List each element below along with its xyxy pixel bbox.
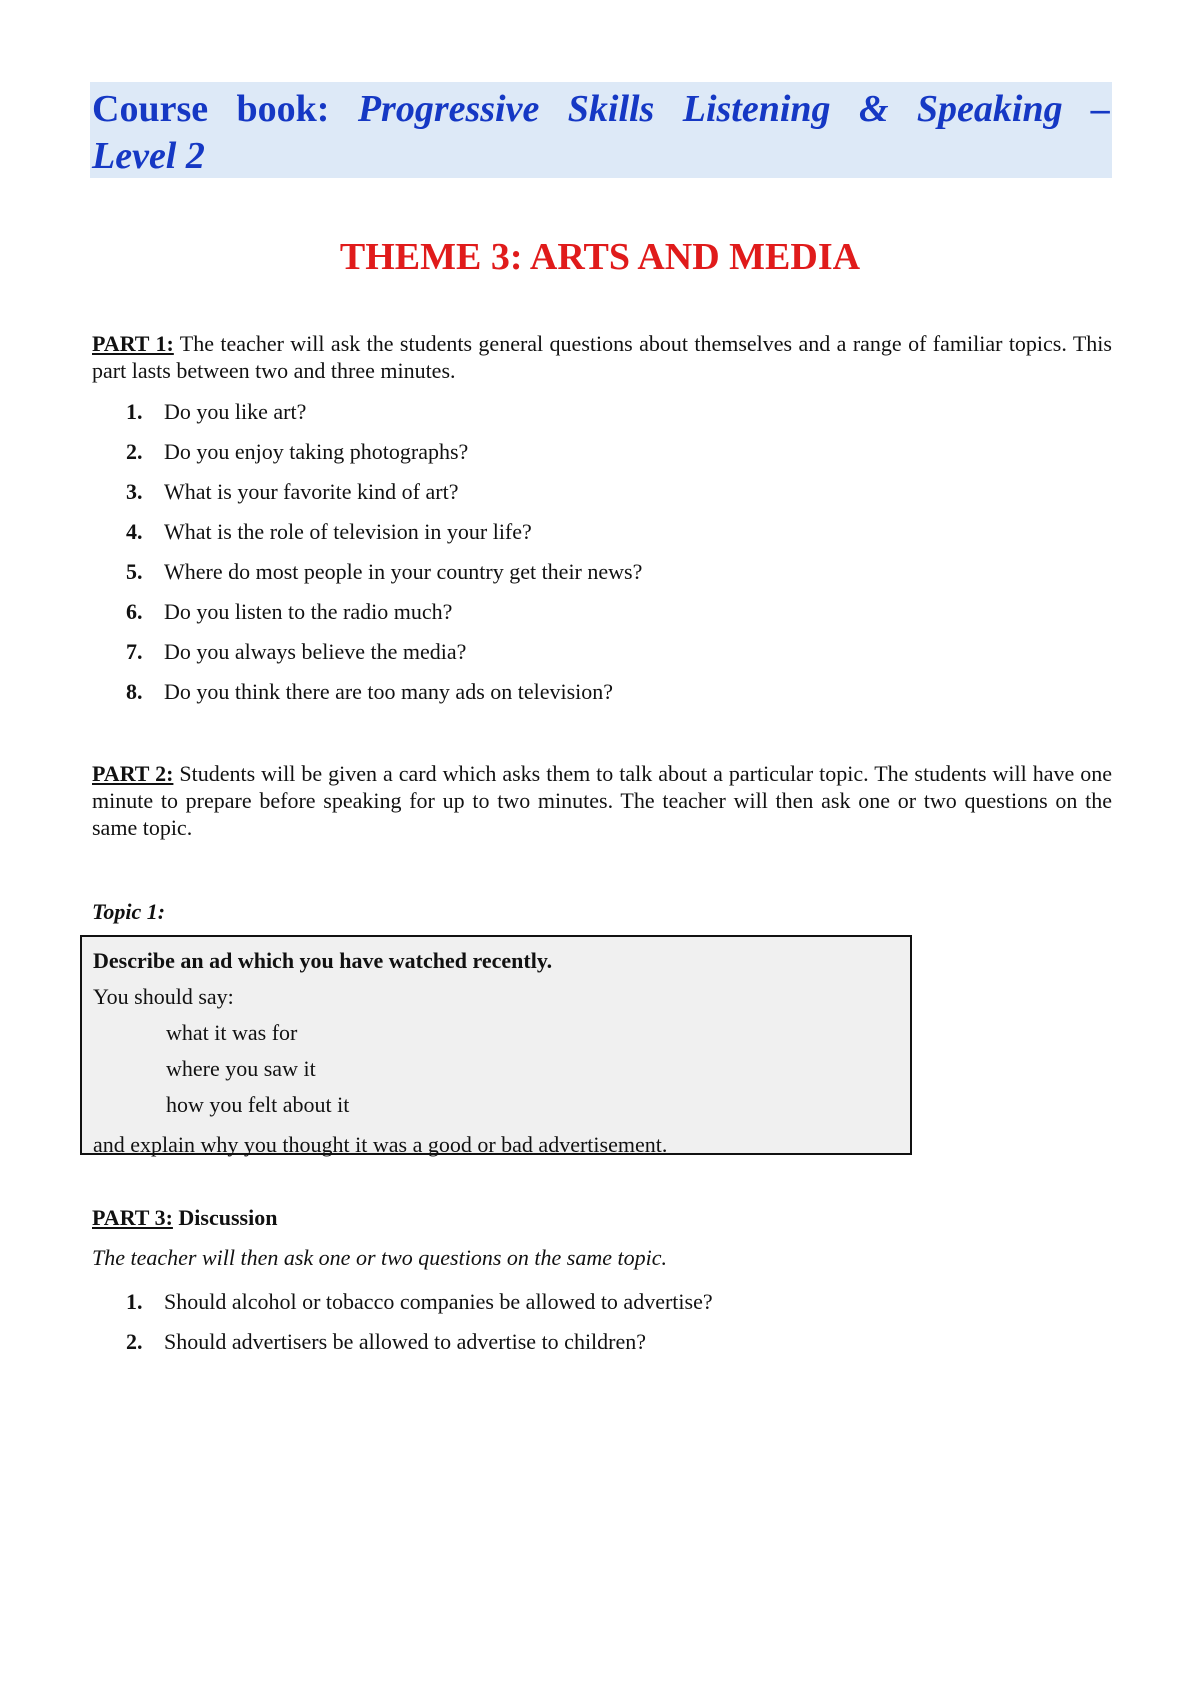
- list-number: 2.: [126, 1329, 143, 1354]
- cue-card-heading: Describe an ad which you have watched recently.: [93, 948, 553, 973]
- list-item: [92, 638, 1112, 678]
- part1-intro: [92, 330, 1112, 384]
- part3-title: Discussion: [172, 1205, 278, 1230]
- cue-card-should-say: You should say:: [93, 984, 234, 1009]
- list-number: 6.: [126, 599, 143, 624]
- list-number: 4.: [126, 519, 143, 544]
- theme-title: THEME 3: ARTS AND MEDIA: [339, 236, 861, 278]
- list-number: 7.: [126, 639, 143, 664]
- part3-note: The teacher will then ask one or two questions on the same topic.: [92, 1245, 667, 1270]
- list-item: [92, 598, 1112, 638]
- cue-card-point: what it was for: [166, 1020, 298, 1045]
- question-text: What is the role of television in your life?: [164, 519, 532, 544]
- question-text: Do you like art?: [164, 399, 307, 424]
- list-number: 5.: [126, 559, 143, 584]
- cue-card: [80, 935, 912, 1155]
- question-text: What is your favorite kind of art?: [164, 479, 459, 504]
- course-title: Progressive Skills Listening & Speaking –: [357, 88, 1110, 130]
- course-title-line-2: [92, 133, 1110, 179]
- question-text: Should advertisers be allowed to advertise to children?: [164, 1329, 647, 1354]
- question-text: Do you listen to the radio much?: [164, 599, 453, 624]
- course-level: Level 2: [92, 135, 205, 177]
- list-number: 8.: [126, 679, 143, 704]
- list-item: [92, 398, 1112, 438]
- question-text: Do you think there are too many ads on television?: [164, 679, 614, 704]
- question-text: Do you always believe the media?: [164, 639, 467, 664]
- list-item: [92, 558, 1112, 598]
- question-text: Should alcohol or tobacco companies be allowed to advertise?: [164, 1289, 713, 1314]
- list-number: 1.: [126, 399, 143, 424]
- list-item: [92, 1328, 1112, 1368]
- list-item: [92, 518, 1112, 558]
- cue-card-closing: and explain why you thought it was a good or bad advertisement.: [93, 1132, 668, 1157]
- course-prefix: Course book:: [92, 88, 358, 130]
- part3-label: PART 3:: [92, 1205, 173, 1230]
- part2-intro-text: Students will be given a card which asks them to talk about a particular topic. The students will have one minute to prepare before speaking for up to two minutes. The teacher will then ask one or two questions on the same topic.: [92, 761, 1112, 840]
- part3-question-list: [92, 1288, 1112, 1368]
- cue-card-point: how you felt about it: [166, 1092, 350, 1117]
- part1-label: PART 1:: [92, 331, 174, 356]
- part2-label: PART 2:: [92, 761, 174, 786]
- course-title-line-1: [92, 86, 1110, 132]
- list-item: [92, 1288, 1112, 1328]
- list-number: 2.: [126, 439, 143, 464]
- list-item: [92, 678, 1112, 718]
- list-item: [92, 438, 1112, 478]
- part2-intro: [92, 760, 1112, 841]
- question-text: Where do most people in your country get their news?: [164, 559, 643, 584]
- part1-question-list: [92, 398, 1112, 718]
- part1-intro-text: The teacher will ask the students general questions about themselves and a range of familiar topics. This part lasts between two and three minutes.: [92, 331, 1112, 383]
- question-text: Do you enjoy taking photographs?: [164, 439, 469, 464]
- cue-card-point: where you saw it: [166, 1056, 316, 1081]
- list-item: [92, 478, 1112, 518]
- list-number: 3.: [126, 479, 143, 504]
- part3-heading: [92, 1204, 277, 1231]
- topic-label: Topic 1:: [92, 899, 166, 924]
- list-number: 1.: [126, 1289, 143, 1314]
